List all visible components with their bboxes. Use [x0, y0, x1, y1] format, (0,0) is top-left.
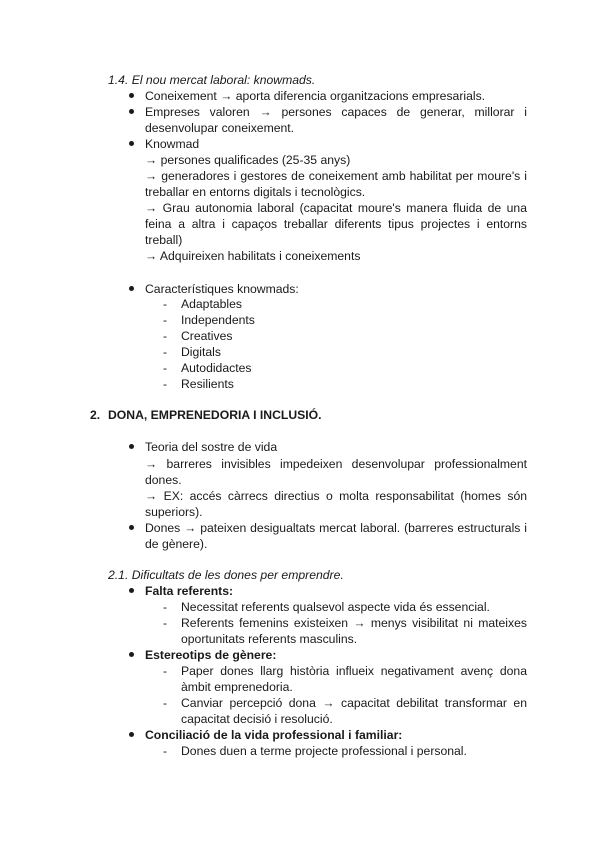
- list-item: Empreses valoren → persones capaces de generar, millorar i: [145, 105, 527, 119]
- section-title-2: DONA, EMPRENEDORIA I INCLUSIÓ.: [108, 408, 322, 422]
- difficulty-heading: Estereotips de gènere:: [145, 648, 277, 662]
- difficulty-point-continuation: àmbit emprenedoria.: [181, 680, 293, 694]
- dash-icon: -: [163, 744, 168, 758]
- difficulty-point-continuation: capacitat decisió i resolució.: [181, 712, 333, 726]
- trait-item: Adaptables: [181, 297, 242, 311]
- bullet-icon: [129, 109, 134, 114]
- dash-icon: -: [163, 297, 168, 311]
- knowmad-point: → persones qualificades (25-35 anys): [145, 153, 351, 167]
- subsection-title-2-1: 2.1. Dificultats de les dones per emprendre.: [108, 568, 344, 582]
- list-item-continuation: → EX: accés càrrecs directius o molta responsabilitat (homes són: [145, 489, 527, 503]
- list-item-continuation: → barreres invisibles impedeixen desenvolupar professionalment: [145, 457, 527, 471]
- knowmad-point: → Adquireixen habilitats i coneixements: [145, 249, 361, 263]
- bullet-icon: [129, 588, 134, 593]
- list-item: Coneixement → aporta diferencia organitzacions empresarials.: [145, 89, 486, 103]
- knowmad-point: → Grau autonomia laboral (capacitat moure's manera fluida de una: [145, 201, 527, 215]
- difficulty-heading: Conciliació de la vida professional i familiar:: [145, 728, 403, 742]
- dash-icon: -: [163, 377, 168, 391]
- list-item: Dones → pateixen desigualtats mercat laboral. (barreres estructurals i: [145, 521, 527, 535]
- bullet-icon: [129, 525, 134, 530]
- dash-icon: -: [163, 600, 168, 614]
- bullet-icon: [129, 444, 134, 449]
- difficulty-heading: Falta referents:: [145, 584, 234, 598]
- bullet-icon: [129, 732, 134, 737]
- subsection-title-1-4: 1.4. El nou mercat laboral: knowmads.: [108, 73, 316, 87]
- trait-item: Independents: [181, 313, 255, 327]
- bullet-icon: [129, 93, 134, 98]
- difficulty-point-continuation: oportunitats referents masculins.: [181, 632, 358, 646]
- difficulty-point: Canviar percepció dona → capacitat debilitat transformar en: [181, 696, 527, 710]
- difficulty-point: Dones duen a terme projecte professional i personal.: [181, 744, 467, 758]
- dash-icon: -: [163, 345, 168, 359]
- list-item: Teoria del sostre de vida: [145, 440, 278, 454]
- difficulty-point: Referents femenins existeixen → menys visibilitat ni mateixes: [181, 616, 527, 630]
- difficulty-point: Paper dones llarg història influeix negativament avenç dona: [181, 664, 527, 678]
- list-item-continuation: dones.: [145, 473, 182, 487]
- list-item-continuation: de gènere).: [145, 537, 208, 551]
- dash-icon: -: [163, 313, 168, 327]
- dash-icon: -: [163, 664, 168, 678]
- list-item-continuation: superiors).: [145, 505, 203, 519]
- list-item: Knowmad: [145, 137, 200, 151]
- list-item: Característiques knowmads:: [145, 282, 299, 296]
- knowmad-point-continuation: feina a altra i capaços treballar diferents tipus projectes i entorns: [145, 217, 527, 231]
- bullet-icon: [129, 652, 134, 657]
- difficulty-point: Necessitat referents qualsevol aspecte vida és essencial.: [181, 600, 490, 614]
- knowmad-point-continuation: treballar en entorns digitals i tecnològics.: [145, 185, 366, 199]
- trait-item: Autodidactes: [181, 361, 252, 375]
- dash-icon: -: [163, 329, 168, 343]
- dash-icon: -: [163, 361, 168, 375]
- knowmad-point: → generadores i gestores de coneixement amb habilitat per moure's i: [145, 169, 527, 183]
- trait-item: Digitals: [181, 345, 221, 359]
- knowmad-point-continuation: treball): [145, 233, 183, 247]
- bullet-icon: [129, 141, 134, 146]
- section-number-2: 2.: [90, 408, 101, 422]
- trait-item: Resilients: [181, 377, 234, 391]
- dash-icon: -: [163, 696, 168, 710]
- list-item-continuation: desenvolupar coneixement.: [145, 121, 295, 135]
- bullet-icon: [129, 286, 134, 291]
- dash-icon: -: [163, 616, 168, 630]
- trait-item: Creatives: [181, 329, 233, 343]
